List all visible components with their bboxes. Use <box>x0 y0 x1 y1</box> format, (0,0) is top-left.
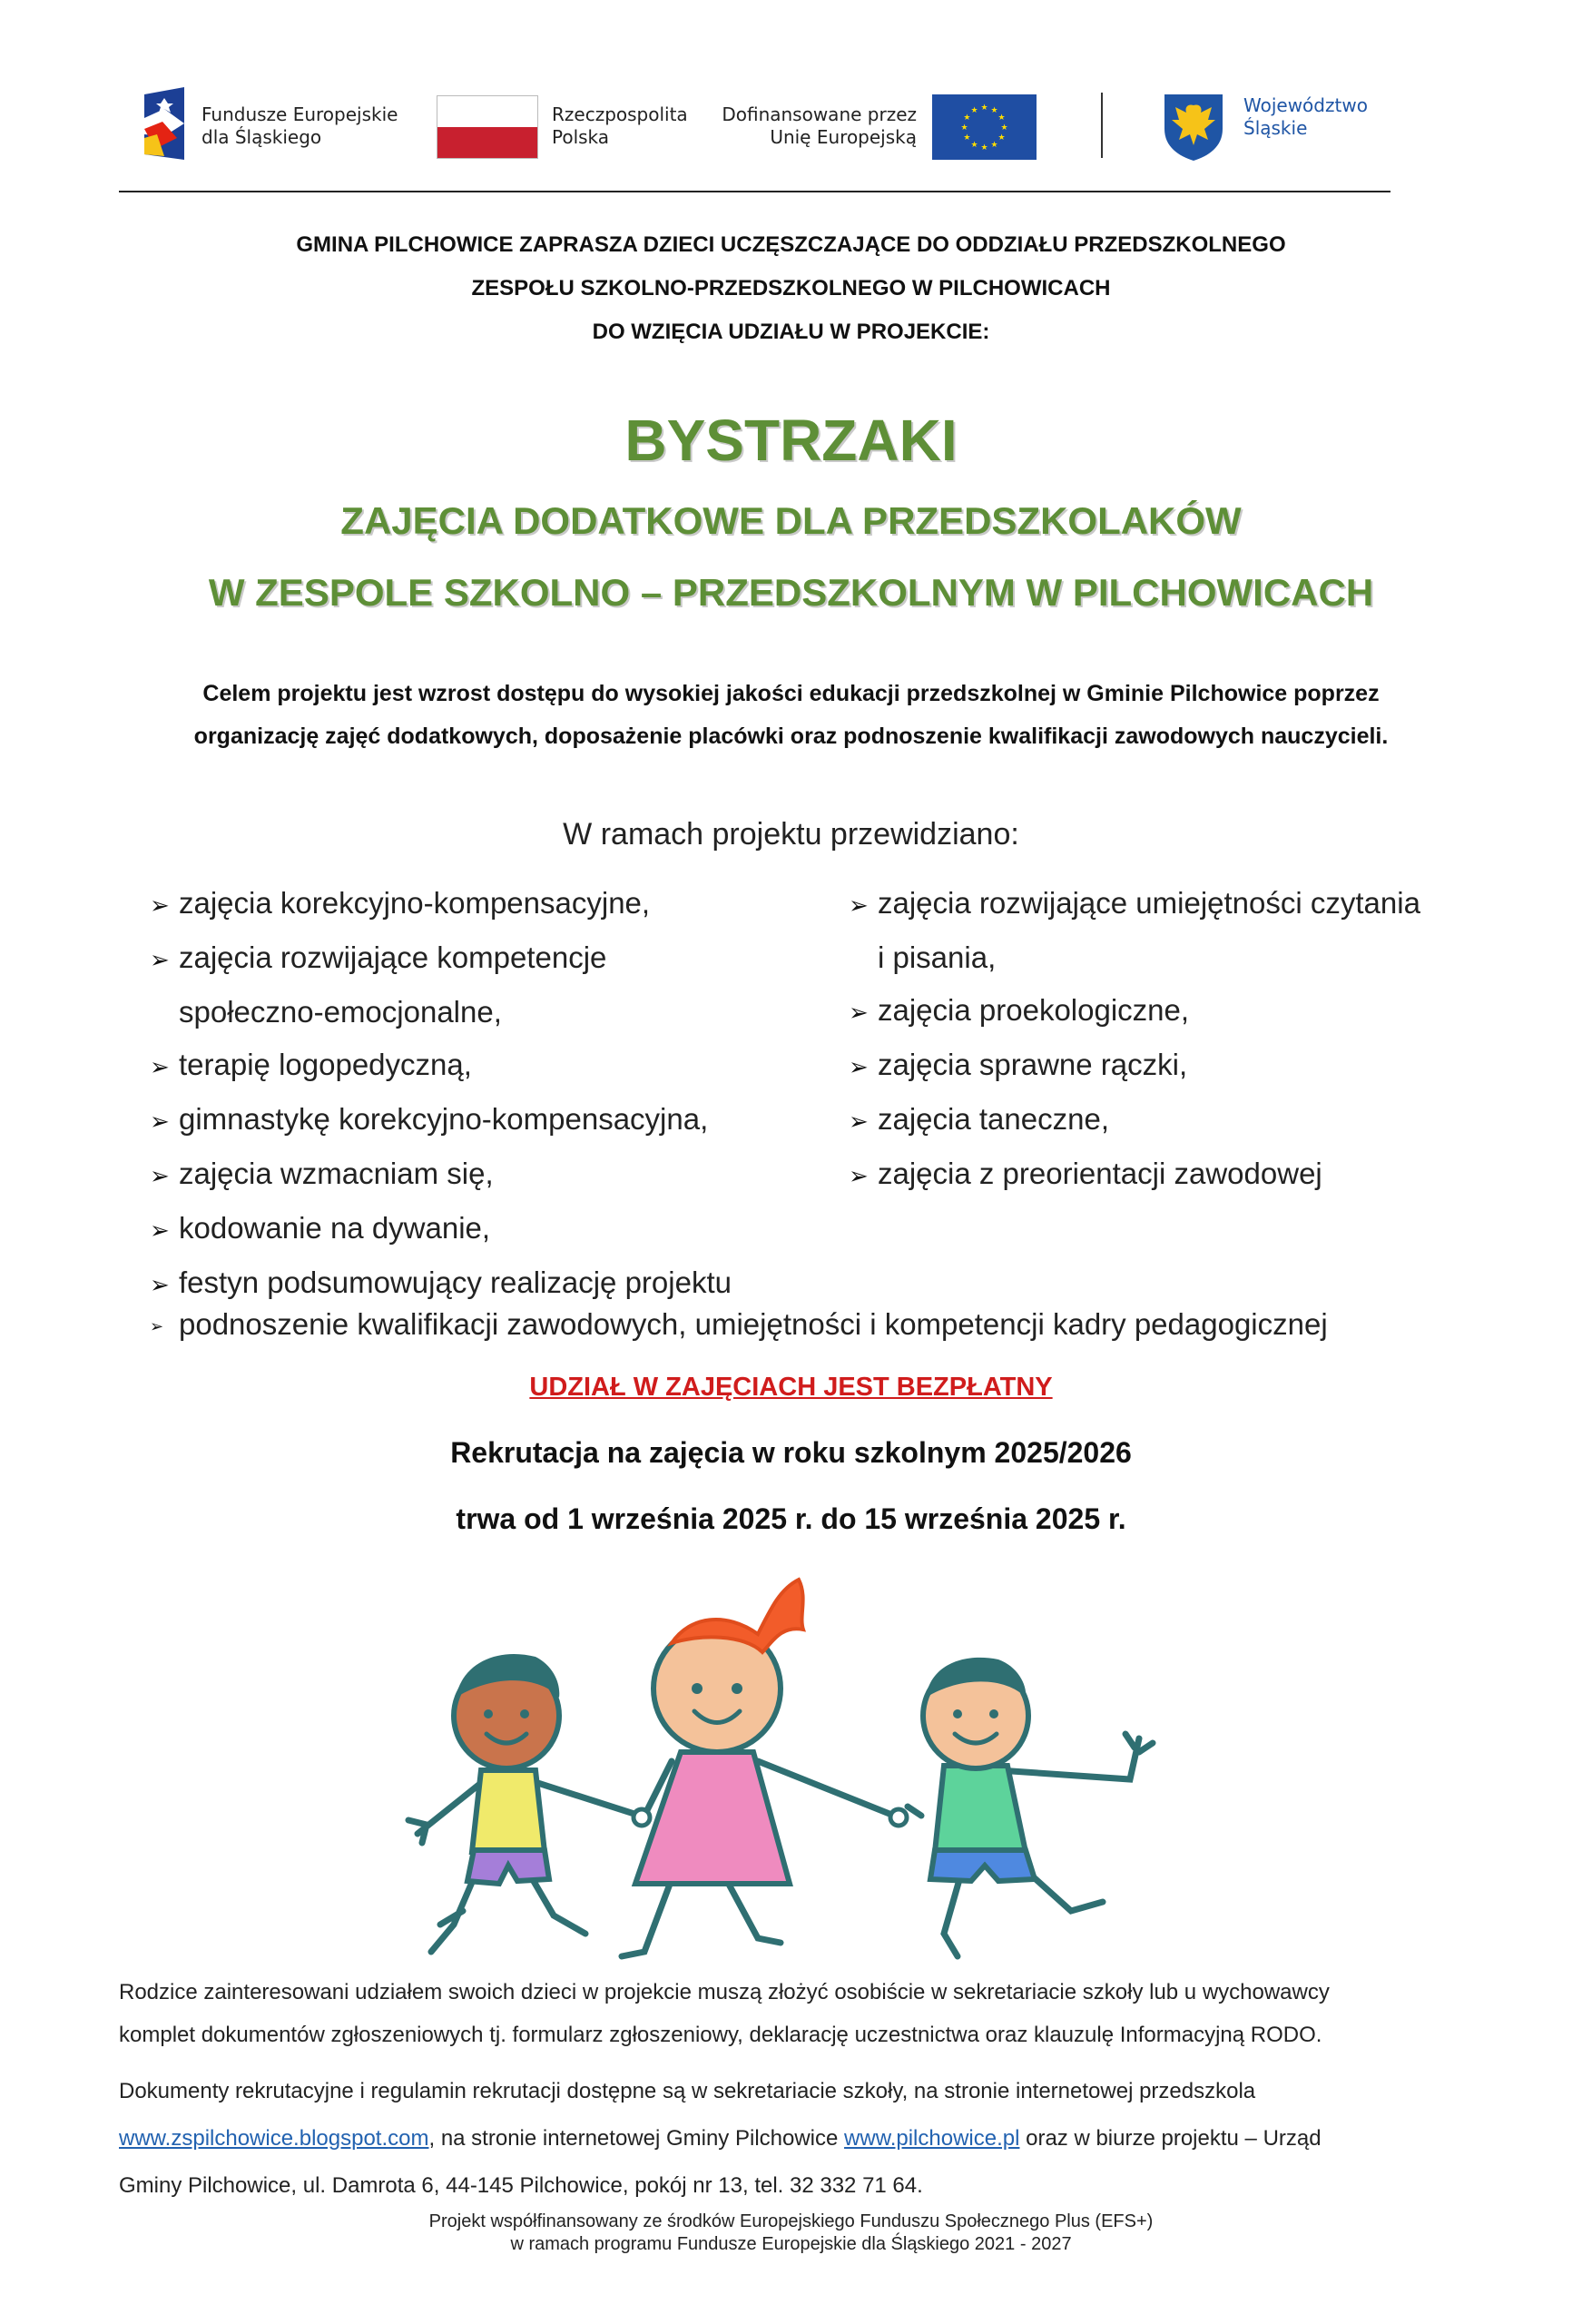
project-subtitle-2: W ZESPOLE SZKOLNO – PRZEDSZKOLNYM W PILCHOWICACH <box>208 571 1374 614</box>
eu-star-icon: ★ <box>970 104 978 114</box>
list-item: ➢ zajęcia rozwijające umiejętności czytania <box>849 877 1420 931</box>
fe-logo-line2: dla Śląskiego <box>201 126 322 148</box>
list-item: ➢ zajęcia korekcyjno-kompensacyjne, <box>150 877 732 931</box>
list-item: ➢ zajęcia wzmacniam się, <box>150 1147 732 1202</box>
ue-logo-line1: Dofinansowane przez <box>722 103 917 125</box>
kids-holding-hands-illustration <box>399 1561 1198 1970</box>
fundusze-europejskie-logo-icon <box>141 82 188 165</box>
footer-line-1: Projekt współfinansowany ze środków Europejskiego Funduszu Społecznego Plus (EFS+) <box>428 2211 1154 2231</box>
eu-star-icon: ★ <box>990 104 998 114</box>
list-item: ➢ festyn podsumowujący realizację projektu <box>150 1256 732 1311</box>
logo-separator <box>1101 93 1103 158</box>
recruitment-dates: trwa od 1 września 2025 r. do 15 września 2025 r. <box>456 1502 1126 1535</box>
ws-logo-line1: Województwo <box>1243 94 1368 116</box>
free-participation-notice: UDZIAŁ W ZAJĘCIACH JEST BEZPŁATNY <box>529 1373 1053 1402</box>
rp-logo-line1: Rzeczpospolita <box>552 103 688 125</box>
list-item-continuation: i pisania, <box>878 940 997 974</box>
list-item: ➢ zajęcia sprawne rączki, <box>849 1039 1420 1093</box>
eu-star-icon: ★ <box>963 113 971 122</box>
invitation-line-3: DO WZIĘCIA UDZIAŁU W PROJEKCIE: <box>592 320 990 344</box>
list-item: ➢ zajęcia proekologiczne, <box>849 984 1420 1039</box>
arrow-bullet-icon: ➢ <box>849 891 869 919</box>
activities-left-column <box>150 877 732 1311</box>
eu-flag-icon <box>932 94 1037 160</box>
recruitment-year: Rekrutacja na zajęcia w roku szkolnym 2025/2026 <box>450 1436 1132 1469</box>
arrow-bullet-icon: ➢ <box>150 946 170 973</box>
arrow-bullet-icon: ➢ <box>150 891 170 919</box>
rp-logo-line2: Polska <box>552 126 610 148</box>
eu-star-icon: ★ <box>960 123 968 132</box>
fe-logo-line1: Fundusze Europejskie <box>201 103 398 125</box>
gmina-website-link[interactable]: www.pilchowice.pl <box>844 2126 1020 2151</box>
list-item: ➢ zajęcia rozwijające kompetencje <box>150 931 732 986</box>
goal-line-2: organizację zajęć dodatkowych, doposażenie placówki oraz podnoszenie kwalifikacji zawodowych nauczycieli. <box>193 724 1389 749</box>
invitation-line-2: ZESPOŁU SZKOLNO-PRZEDSZKOLNEGO W PILCHOWICACH <box>471 276 1111 300</box>
eu-star-icon: ★ <box>980 143 988 152</box>
ue-logo-line2: Unię Europejską <box>770 126 917 148</box>
eu-star-icon: ★ <box>997 133 1006 142</box>
info-paragraph-2-line-3: Gminy Pilchowice, ul. Damrota 6, 44-145 Pilchowice, pokój nr 13, tel. 32 332 71 64. <box>119 2173 923 2198</box>
project-title: BYSTRZAKI <box>624 408 958 473</box>
polish-flag-icon <box>437 95 538 159</box>
school-blog-link[interactable]: www.zspilchowice.blogspot.com <box>119 2126 429 2151</box>
arrow-bullet-icon: ➢ <box>849 999 869 1026</box>
arrow-bullet-icon: ➢ <box>150 1162 170 1189</box>
info-paragraph-1-line-2: komplet dokumentów zgłoszeniowych tj. formularz zgłoszeniowy, deklarację uczestnictwa oraz klauzulę Informacyjną RODO. <box>119 2023 1322 2047</box>
activities-last-item: ➢ podnoszenie kwalifikacji zawodowych, umiejętności i kompetencji kadry pedagogicznej <box>150 1298 1328 1353</box>
arrow-bullet-icon: ➢ <box>849 1053 869 1080</box>
info-paragraph-2-line-1: Dokumenty rekrutacyjne i regulamin rekrutacji dostępne są w sekretariacie szkoły, na stronie internetowej przedszkola <box>119 2079 1256 2103</box>
eu-star-icon: ★ <box>997 113 1006 122</box>
list-item: ➢ gimnastykę korekcyjno-kompensacyjna, <box>150 1093 732 1147</box>
logo-strip <box>0 0 1582 191</box>
ws-logo-line2: Śląskie <box>1243 117 1308 139</box>
header-divider <box>119 191 1390 192</box>
arrow-bullet-icon: ➢ <box>150 1053 170 1080</box>
list-item: ➢ zajęcia taneczne, <box>849 1093 1420 1147</box>
eu-star-icon: ★ <box>963 133 971 142</box>
arrow-bullet-icon: ➢ <box>849 1108 869 1135</box>
list-item: ➢ kodowanie na dywanie, <box>150 1202 732 1256</box>
arrow-bullet-icon: ➢ <box>150 1216 170 1244</box>
activities-right-column <box>849 877 1420 1202</box>
arrow-bullet-icon: ➢ <box>150 1317 164 1336</box>
eu-star-icon: ★ <box>1000 123 1008 132</box>
eu-star-icon: ★ <box>970 140 978 150</box>
arrow-bullet-icon: ➢ <box>849 1162 869 1189</box>
goal-line-1: Celem projektu jest wzrost dostępu do wysokiej jakości edukacji przedszkolnej w Gminie Pilchowice poprzez <box>202 681 1380 706</box>
activities-heading: W ramach projektu przewidziano: <box>563 817 1019 852</box>
list-item: ➢ terapię logopedyczną, <box>150 1039 732 1093</box>
silesia-coat-of-arms-icon <box>1163 93 1224 162</box>
eu-star-icon: ★ <box>990 140 998 150</box>
invitation-line-1: GMINA PILCHOWICE ZAPRASZA DZIECI UCZĘSZCZAJĄCE DO ODDZIAŁU PRZEDSZKOLNEGO <box>296 232 1286 257</box>
arrow-bullet-icon: ➢ <box>150 1108 170 1135</box>
info-paragraph-2-line-2: www.zspilchowice.blogspot.com, na stronie internetowej Gminy Pilchowice www.pilchowice.pl oraz w biurze projektu – Urząd <box>119 2126 1322 2151</box>
info-paragraph-1-line-1: Rodzice zainteresowani udziałem swoich dzieci w projekcie muszą złożyć osobiście w sekretariacie szkoły lub u wychowawcy <box>119 1980 1330 2004</box>
arrow-bullet-icon: ➢ <box>150 1271 170 1298</box>
footer-line-2: w ramach programu Fundusze Europejskie dla Śląskiego 2021 - 2027 <box>510 2234 1072 2254</box>
list-item-continuation: społeczno-emocjonalne, <box>179 995 502 1029</box>
project-subtitle-1: ZAJĘCIA DODATKOWE DLA PRZEDSZKOLAKÓW <box>340 499 1242 542</box>
eu-star-icon: ★ <box>980 103 988 112</box>
list-item: ➢ zajęcia z preorientacji zawodowej <box>849 1147 1420 1202</box>
